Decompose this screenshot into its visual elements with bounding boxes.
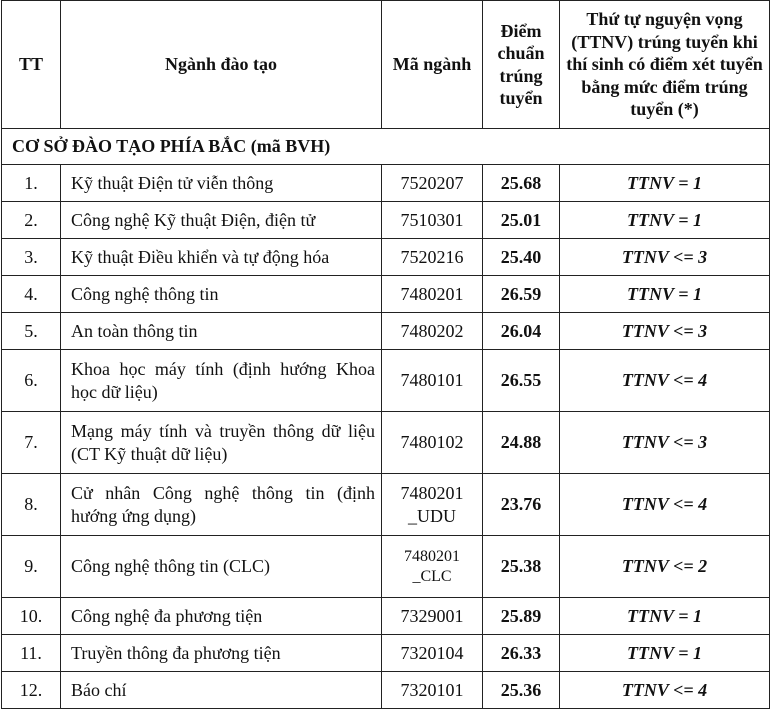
cutoff-score: 26.04 bbox=[483, 313, 560, 350]
row-number: 3. bbox=[2, 239, 61, 276]
cutoff-score: 25.01 bbox=[483, 202, 560, 239]
wish-order: TTNV <= 3 bbox=[560, 412, 770, 474]
row-number: 5. bbox=[2, 313, 61, 350]
cutoff-score: 25.40 bbox=[483, 239, 560, 276]
program-name: Khoa học máy tính (định hướng Khoa học dữ liệu) bbox=[61, 350, 382, 412]
admission-scores-table bbox=[1, 0, 770, 709]
table-row bbox=[2, 536, 770, 598]
table-row bbox=[2, 313, 770, 350]
row-number: 8. bbox=[2, 474, 61, 536]
table-row bbox=[2, 165, 770, 202]
row-number: 1. bbox=[2, 165, 61, 202]
table-row bbox=[2, 276, 770, 313]
row-number: 9. bbox=[2, 536, 61, 598]
program-code: 7480201 _CLC bbox=[382, 536, 483, 598]
program-name: Mạng máy tính và truyền thông dữ liệu (CT Kỹ thuật dữ liệu) bbox=[61, 412, 382, 474]
row-number: 4. bbox=[2, 276, 61, 313]
wish-order: TTNV <= 4 bbox=[560, 672, 770, 709]
wish-order: TTNV <= 4 bbox=[560, 350, 770, 412]
table-row bbox=[2, 598, 770, 635]
row-number: 12. bbox=[2, 672, 61, 709]
table-row bbox=[2, 202, 770, 239]
wish-order: TTNV <= 3 bbox=[560, 313, 770, 350]
table-row bbox=[2, 474, 770, 536]
program-name: Công nghệ thông tin bbox=[61, 276, 382, 313]
program-name: Công nghệ thông tin (CLC) bbox=[61, 536, 382, 598]
wish-order: TTNV <= 4 bbox=[560, 474, 770, 536]
program-code: 7520216 bbox=[382, 239, 483, 276]
cutoff-score: 25.89 bbox=[483, 598, 560, 635]
wish-order: TTNV = 1 bbox=[560, 598, 770, 635]
row-number: 2. bbox=[2, 202, 61, 239]
program-code: 7329001 bbox=[382, 598, 483, 635]
cutoff-score: 24.88 bbox=[483, 412, 560, 474]
program-name: An toàn thông tin bbox=[61, 313, 382, 350]
cutoff-score: 26.55 bbox=[483, 350, 560, 412]
program-name: Cử nhân Công nghệ thông tin (định hướng ứng dụng) bbox=[61, 474, 382, 536]
program-code: 7480201 bbox=[382, 276, 483, 313]
header-ttnv: Thứ tự nguyện vọng (TTNV) trúng tuyển khi thí sinh có điểm xét tuyển bằng mức điểm trúng tuyển (*) bbox=[560, 1, 770, 129]
table-row bbox=[2, 635, 770, 672]
program-code: 7480101 bbox=[382, 350, 483, 412]
program-code: 7480201 _UDU bbox=[382, 474, 483, 536]
program-code: 7320101 bbox=[382, 672, 483, 709]
row-number: 10. bbox=[2, 598, 61, 635]
program-name: Báo chí bbox=[61, 672, 382, 709]
row-number: 11. bbox=[2, 635, 61, 672]
table-row bbox=[2, 350, 770, 412]
header-score: Điểm chuẩn trúng tuyển bbox=[483, 1, 560, 129]
header-tt: TT bbox=[2, 1, 61, 129]
cutoff-score: 26.33 bbox=[483, 635, 560, 672]
cutoff-score: 25.36 bbox=[483, 672, 560, 709]
program-name: Công nghệ Kỹ thuật Điện, điện tử bbox=[61, 202, 382, 239]
table-header-row bbox=[2, 1, 770, 129]
wish-order: TTNV = 1 bbox=[560, 165, 770, 202]
program-code: 7480202 bbox=[382, 313, 483, 350]
program-name: Kỹ thuật Điện tử viễn thông bbox=[61, 165, 382, 202]
section-title: CƠ SỞ ĐÀO TẠO PHÍA BẮC (mã BVH) bbox=[2, 129, 770, 165]
section-row bbox=[2, 129, 770, 165]
wish-order: TTNV = 1 bbox=[560, 202, 770, 239]
program-name: Công nghệ đa phương tiện bbox=[61, 598, 382, 635]
header-program: Ngành đào tạo bbox=[61, 1, 382, 129]
program-name: Truyền thông đa phương tiện bbox=[61, 635, 382, 672]
cutoff-score: 26.59 bbox=[483, 276, 560, 313]
cutoff-score: 25.68 bbox=[483, 165, 560, 202]
program-code: 7510301 bbox=[382, 202, 483, 239]
program-code: 7320104 bbox=[382, 635, 483, 672]
row-number: 7. bbox=[2, 412, 61, 474]
table-row bbox=[2, 239, 770, 276]
cutoff-score: 25.38 bbox=[483, 536, 560, 598]
table-row bbox=[2, 412, 770, 474]
program-name: Kỹ thuật Điều khiển và tự động hóa bbox=[61, 239, 382, 276]
wish-order: TTNV <= 3 bbox=[560, 239, 770, 276]
row-number: 6. bbox=[2, 350, 61, 412]
table-row bbox=[2, 672, 770, 709]
program-code: 7480102 bbox=[382, 412, 483, 474]
wish-order: TTNV <= 2 bbox=[560, 536, 770, 598]
cutoff-score: 23.76 bbox=[483, 474, 560, 536]
wish-order: TTNV = 1 bbox=[560, 635, 770, 672]
header-code: Mã ngành bbox=[382, 1, 483, 129]
wish-order: TTNV = 1 bbox=[560, 276, 770, 313]
program-code: 7520207 bbox=[382, 165, 483, 202]
